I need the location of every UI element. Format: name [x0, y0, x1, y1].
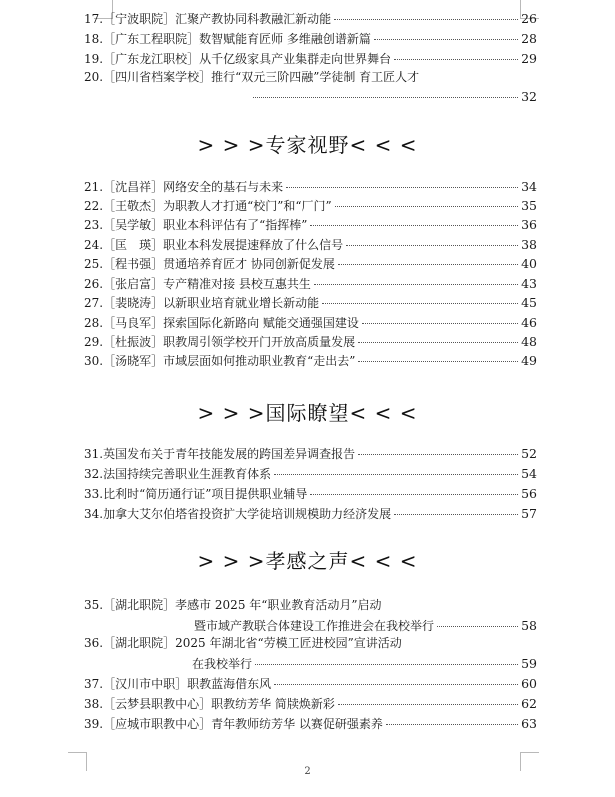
dot-leader	[274, 474, 518, 475]
entry-title: ［湖北职院］2025 年湖北省“劳模工匠进校园”宣讲活动	[103, 636, 402, 650]
entry-number: 35.	[84, 598, 104, 612]
toc-entry[interactable]	[84, 179, 537, 195]
entry-number: 19.	[84, 52, 104, 66]
page-number: 62	[521, 696, 537, 711]
entry-number: 30.	[84, 354, 104, 368]
toc-entry[interactable]	[84, 716, 537, 732]
dot-leader	[362, 323, 518, 324]
dot-leader	[386, 724, 518, 725]
page-number: 49	[521, 353, 537, 368]
dot-leader	[314, 284, 518, 285]
entry-title: ［汤晓军］市域层面如何推动职业教育“走出去”	[103, 354, 356, 368]
entry-title: ［程书强］贯通培养育匠才 协同创新促发展	[103, 257, 335, 271]
page-number: 40	[521, 256, 537, 271]
page-number: 28	[521, 31, 537, 46]
entry-title: ［杜振波］职教周引领学校开门开放高质量发展	[103, 335, 356, 349]
toc-entry[interactable]	[84, 256, 537, 272]
page-number: 57	[521, 506, 537, 521]
toc-entry[interactable]	[84, 11, 537, 27]
dot-leader	[310, 225, 518, 226]
page-number: 45	[521, 295, 537, 310]
page-number: 36	[521, 217, 537, 232]
entry-title: ［广东龙江职校］从千亿级家具产业集群走向世界舞台	[103, 52, 392, 66]
page-number: 52	[521, 446, 537, 461]
entry-number: 18.	[84, 32, 104, 46]
dot-leader	[338, 264, 518, 265]
section-heading: > > >孝感之声< < <	[197, 549, 418, 573]
toc-entry[interactable]	[84, 295, 537, 311]
page-number: 63	[521, 716, 537, 731]
entry-number: 33.	[84, 487, 104, 501]
entry-number: 38.	[84, 697, 104, 711]
dot-leader	[374, 39, 518, 40]
entry-title: ［裴晓涛］以新职业培育就业增长新动能	[103, 296, 320, 310]
entry-number: 28.	[84, 316, 104, 330]
toc-entry[interactable]	[84, 466, 537, 482]
toc-entry[interactable]	[84, 70, 537, 104]
entry-number: 26.	[84, 277, 104, 291]
dot-leader	[394, 59, 518, 60]
toc-entry[interactable]	[84, 696, 537, 712]
dot-leader	[286, 187, 518, 188]
section-heading: > > >国际瞭望< < <	[197, 401, 418, 425]
toc-entry[interactable]	[84, 198, 537, 214]
entry-number: 31.	[84, 447, 104, 461]
dot-leader	[358, 361, 518, 362]
entry-title: ［广东工程职院］数智赋能育匠师 多维融创谱新篇	[103, 32, 371, 46]
page-number: 35	[521, 198, 537, 213]
dot-leader	[358, 454, 518, 455]
entry-title: 英国发布关于青年技能发展的跨国差异调查报告	[103, 447, 356, 461]
page-number: 34	[521, 179, 537, 194]
toc-entry[interactable]	[84, 486, 537, 502]
entry-number: 21.	[84, 180, 104, 194]
toc-entry[interactable]	[84, 217, 537, 233]
page-number: 48	[521, 334, 537, 349]
toc-entry[interactable]	[84, 506, 537, 522]
entry-title: ［王敬杰］为职教人才打通“校门”和“厂门”	[103, 199, 332, 213]
toc-entry[interactable]	[84, 446, 537, 462]
entry-title: ［宁波职院］汇聚产教协同科教融汇新动能	[103, 12, 332, 26]
page-number: 56	[521, 486, 537, 501]
entry-number: 17.	[84, 12, 104, 26]
page-number: 43	[521, 276, 537, 291]
page-number: 29	[521, 51, 537, 66]
entry-number: 25.	[84, 257, 104, 271]
entry-number: 20.	[84, 70, 104, 84]
entry-number: 29.	[84, 335, 104, 349]
entry-number: 36.	[84, 636, 104, 650]
entry-title: ［马良军］探索国际化新路向 赋能交通强国建设	[103, 316, 359, 330]
dot-leader	[274, 684, 518, 685]
dot-leader	[322, 303, 518, 304]
dot-leader	[253, 97, 518, 98]
entry-title: ［张启富］专产精准对接 县校互惠共生	[103, 277, 311, 291]
page-number: 60	[521, 676, 537, 691]
entry-title: ［匡 瑛］职业本科发展提速释放了什么信号	[103, 238, 344, 252]
page-number: 58	[521, 618, 537, 633]
entry-number: 37.	[84, 677, 104, 691]
toc-entry[interactable]	[84, 598, 537, 634]
toc-entry[interactable]	[84, 276, 537, 292]
entry-title: ［四川省档案学校］推行“双元三阶四融”学徒制 育工匠人才	[103, 70, 420, 84]
dot-leader	[358, 342, 518, 343]
entry-title: ［云梦县职教中心］职教纺芳华 简牍焕新彩	[103, 697, 335, 711]
toc-entry[interactable]	[84, 353, 537, 369]
dot-leader	[255, 664, 518, 665]
entry-number: 22.	[84, 199, 104, 213]
entry-number: 39.	[84, 717, 104, 731]
dot-leader	[335, 206, 518, 207]
dot-leader	[394, 514, 518, 515]
page-number: 38	[521, 237, 537, 252]
entry-title-continued: 在我校举行	[192, 657, 253, 671]
page-folio: 2	[304, 766, 311, 777]
page-number: 46	[521, 315, 537, 330]
dot-leader	[437, 626, 518, 627]
entry-title: ［应城市职教中心］青年教师纺芳华 以赛促研强素养	[103, 717, 383, 731]
page-number: 32	[521, 89, 537, 104]
entry-number: 24.	[84, 238, 104, 252]
toc-entry[interactable]	[84, 315, 537, 331]
entry-number: 27.	[84, 296, 104, 310]
dot-leader	[346, 245, 518, 246]
entry-title: 法国持续完善职业生涯教育体系	[103, 467, 272, 481]
dot-leader	[310, 494, 518, 495]
entry-title: ［湖北职院］孝感市 2025 年“职业教育活动月”启动	[103, 598, 382, 612]
entry-title: 比利时“简历通行证”项目提供职业辅导	[103, 487, 308, 501]
entry-number: 34.	[84, 507, 104, 521]
entry-title: ［吴学敏］职业本科评估有了“指挥棒”	[103, 218, 308, 232]
toc-entry[interactable]	[84, 51, 537, 67]
entry-number: 23.	[84, 218, 104, 232]
page-number: 59	[521, 656, 537, 671]
entry-title-continued: 暨市域产教联合体建设工作推进会在我校举行	[194, 619, 435, 633]
entry-title: ［沈昌祥］网络安全的基石与未来	[103, 180, 284, 194]
dot-leader	[334, 19, 518, 20]
page-number: 26	[521, 11, 537, 26]
entry-title: 加拿大艾尔伯塔省投资扩大学徒培训规模助力经济发展	[103, 507, 392, 521]
page-number: 54	[521, 466, 537, 481]
dot-leader	[338, 704, 518, 705]
toc-entry[interactable]	[84, 237, 537, 253]
entry-title: ［汉川市中职］职教蓝海借东风	[103, 677, 272, 691]
entry-number: 32.	[84, 467, 104, 481]
toc-entry[interactable]	[84, 31, 537, 47]
toc-entry[interactable]	[84, 676, 537, 692]
section-heading: > > >专家视野< < <	[197, 133, 418, 157]
toc-entry[interactable]	[84, 636, 537, 672]
toc-entry[interactable]	[84, 334, 537, 350]
